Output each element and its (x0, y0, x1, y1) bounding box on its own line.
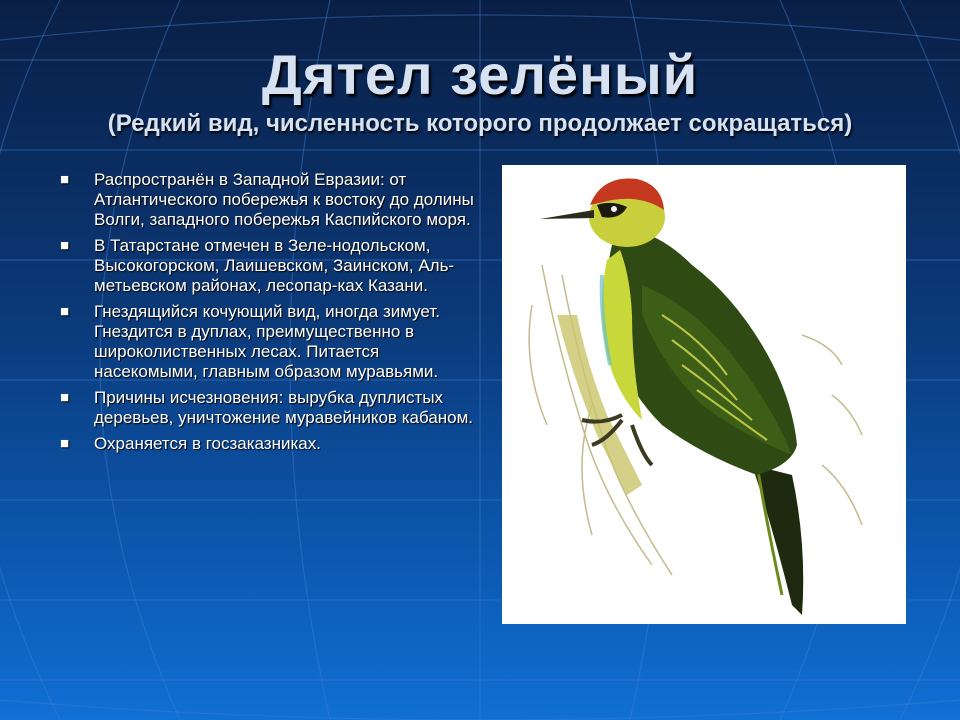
bullet-item (58, 434, 478, 454)
green-woodpecker-drawing (502, 165, 906, 624)
square-bullet-icon: ■ (60, 171, 70, 188)
woodpecker-illustration (502, 165, 906, 624)
square-bullet-icon: ■ (60, 303, 70, 320)
bullet-item (58, 302, 478, 382)
bullet-item (58, 170, 478, 230)
slide-title: Дятел зелёный (261, 43, 699, 106)
bullet-item (58, 388, 478, 428)
bullet-text: В Татарстане отмечен в Зеле-нодольском, Высокогорском, Лаишевском, Заинском, Аль-метьевском районах, лесопар-ках Казани. (94, 236, 455, 295)
bullet-item (58, 236, 478, 296)
slide-subtitle: (Редкий вид, численность которого продолжает сокращаться) (107, 110, 853, 137)
bullet-text: Гнездящийся кочующий вид, иногда зимует. Гнездится в дуплах, преимущественно в широколиственных лесах. Питается насекомыми, главным образом муравьями. (94, 302, 440, 381)
square-bullet-icon: ■ (60, 389, 70, 406)
square-bullet-icon: ■ (60, 435, 70, 452)
bullet-text: Охраняется в госзаказниках. (94, 434, 321, 453)
bullet-text: Распространён в Западной Евразии: от Атлантического побережья к востоку до долины Волги, западного побережья Каспийского моря. (94, 170, 474, 229)
bullet-text: Причины исчезновения: вырубка дуплистых деревьев, уничтожение муравейников кабаном. (94, 388, 474, 427)
bullet-list (58, 170, 478, 460)
square-bullet-icon: ■ (60, 237, 70, 254)
